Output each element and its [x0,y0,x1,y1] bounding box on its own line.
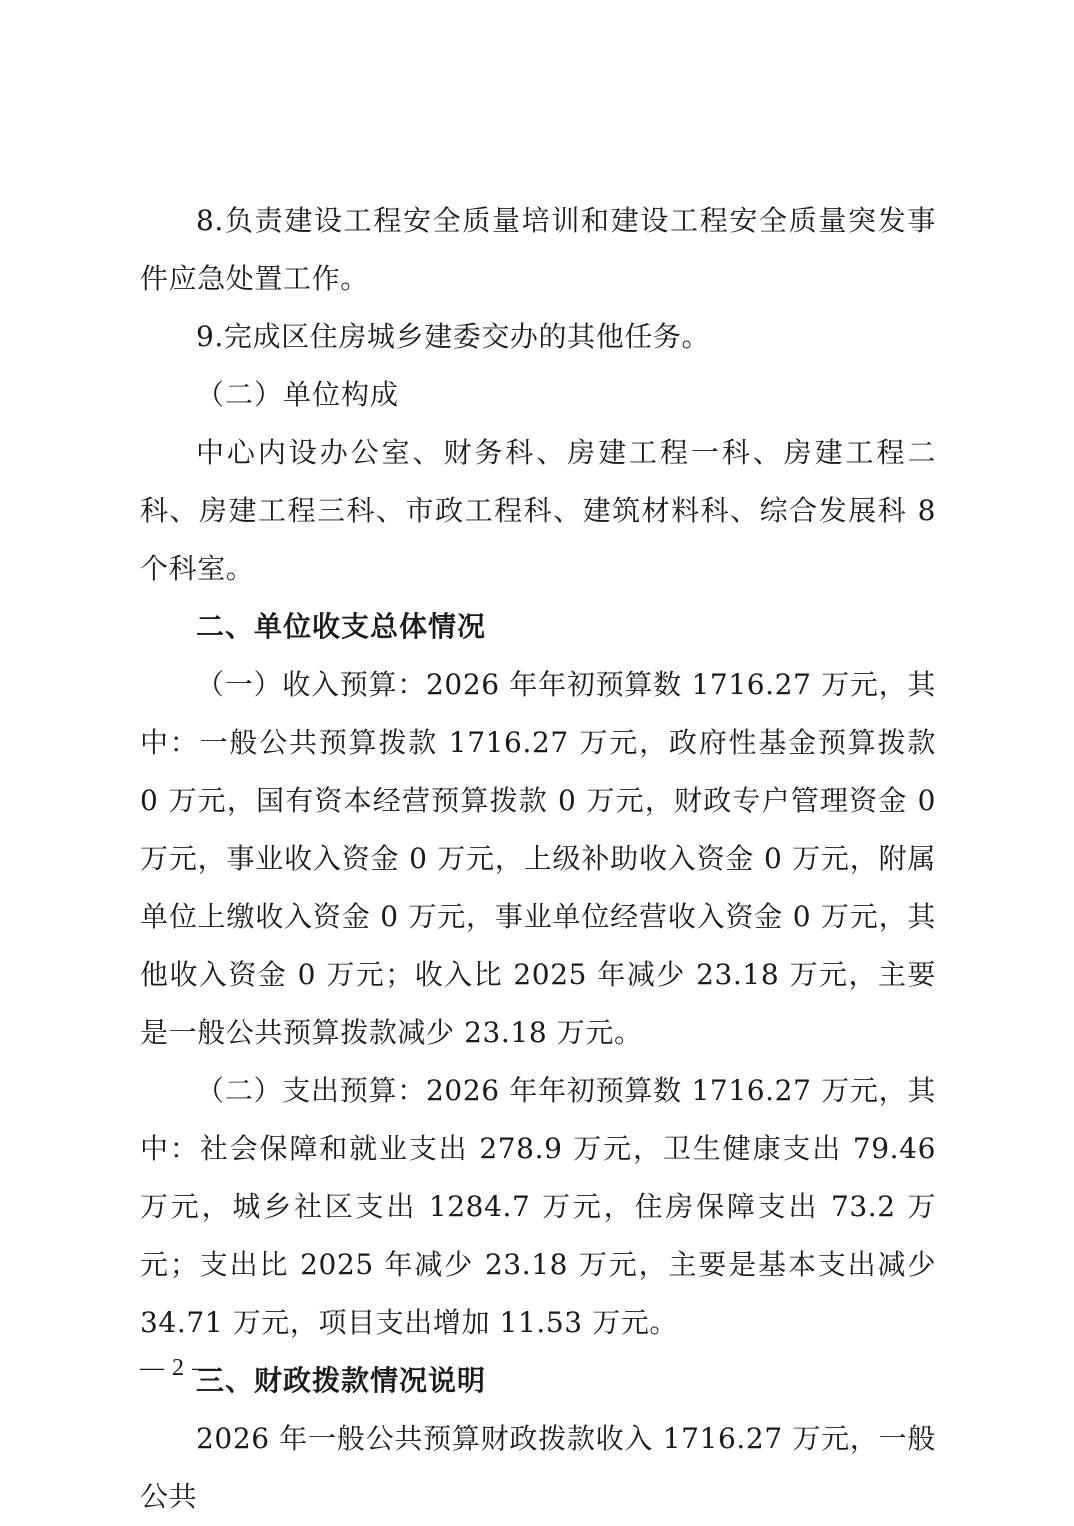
heading-income-expense-overview: 二、单位收支总体情况 [196,610,487,643]
heading-fiscal-appropriation: 三、财政拨款情况说明 [196,1364,487,1397]
paragraph-unit-composition: 中心内设办公室、财务科、房建工程一科、房建工程二科、房建工程三科、市政工程科、建筑材料科、综合发展科 8 个科室。 [140,436,936,585]
subheading-unit-composition: （二）单位构成 [196,378,400,411]
paragraph-income-budget: （一）收入预算：2026 年年初预算数 1716.27 万元，其中：一般公共预算拨款 1716.27 万元，政府性基金预算拨款 0 万元，国有资本经营预算拨款 0 万元，财政专户管理资金 0 万元，事业收入资金 0 万元，上级补助收入资金 0 万元，附属单位上缴收入资金 0 万元，事业单位经营收入资金 0 万元，其他收入资金 0 万元；收入比 2025 年减少 23.18 万元，主要是一般公共预算拨款减少 23.18 万元。 [140,668,936,1049]
page-number: — 2 — [140,1355,217,1381]
document-body [140,192,936,1526]
paragraph-duty-8: 8.负责建设工程安全质量培训和建设工程安全质量突发事件应急处置工作。 [140,204,936,295]
paragraph-expense-budget: （二）支出预算：2026 年年初预算数 1716.27 万元，其中：社会保障和就业支出 278.9 万元，卫生健康支出 79.46 万元，城乡社区支出 1284.7 万元，住房保障支出 73.2 万元；支出比 2025 年减少 23.18 万元，主要是基本支出减少 34.71 万元，项目支出增加 11.53 万元。 [140,1074,936,1339]
paragraph-fiscal-appropriation: 2026 年一般公共预算财政拨款收入 1716.27 万元，一般公共 [140,1422,936,1513]
paragraph-duty-9: 9.完成区住房城乡建委交办的其他任务。 [196,320,711,353]
